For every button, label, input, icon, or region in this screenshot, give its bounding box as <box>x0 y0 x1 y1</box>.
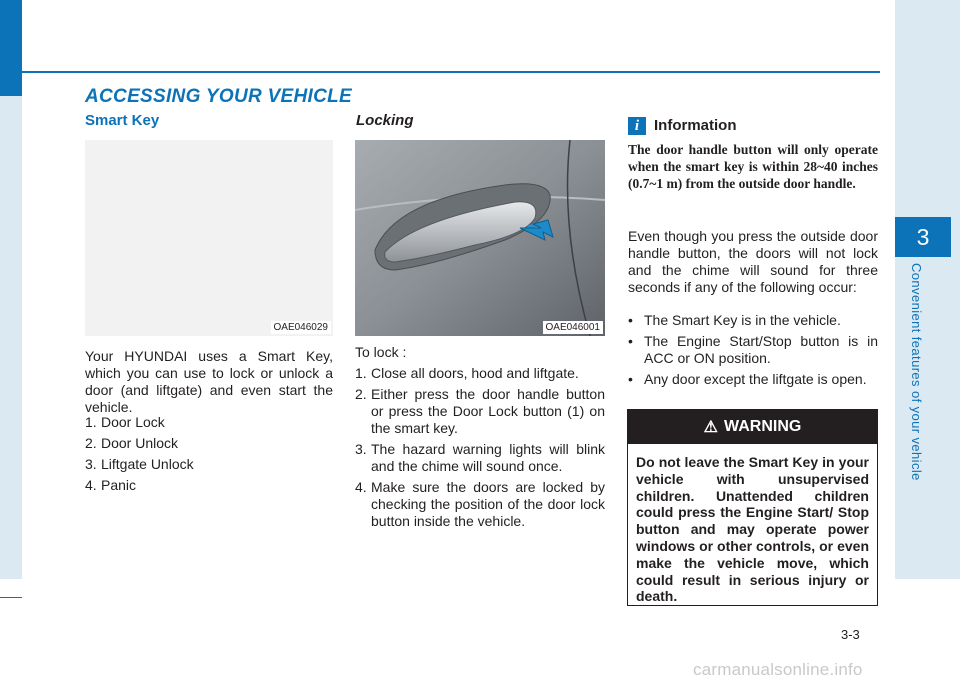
chapter-title: Convenient features of your vehicle <box>909 263 924 481</box>
left-margin-tab <box>0 0 22 96</box>
list-item: 1. Door Lock <box>85 414 165 430</box>
warning-triangle-icon: ⚠ <box>703 419 718 436</box>
warning-box <box>627 409 878 606</box>
page-number: 3-3 <box>841 627 860 642</box>
header-rule <box>22 71 880 73</box>
list-item: 3. The hazard warning lights will blink and the chime will sound once. <box>355 441 605 474</box>
smart-key-button-list <box>85 414 333 498</box>
list-item: 1. Close all doors, hood and liftgate. <box>355 365 579 381</box>
left-margin-line <box>0 597 22 598</box>
list-item: 2. Door Unlock <box>85 435 179 451</box>
information-note: The door handle button will only operate when the smart key is within 28~40 inches (0.7~1 m) from the outside door handle. <box>628 142 878 191</box>
door-handle-figure <box>355 140 605 336</box>
warning-label: WARNING <box>724 418 802 435</box>
list-item: • The Smart Key is in the vehicle. <box>628 312 841 328</box>
list-item: 2. Either press the door handle button or press the Door Lock button (1) on the smart key. <box>355 386 605 436</box>
information-icon: i <box>628 117 646 135</box>
section-title: ACCESSING YOUR VEHICLE <box>85 86 353 107</box>
warning-header <box>628 410 877 444</box>
locking-intro: To lock : <box>355 344 407 360</box>
list-item: • The Engine Start/Stop button is in ACC or ON position. <box>628 333 878 366</box>
smart-key-intro: Your HYUNDAI uses a Smart Key, which you can use to lock or unlock a door (and liftgate) and even start the vehicle. <box>85 348 333 415</box>
list-item: 4. Panic <box>85 477 137 493</box>
warning-text: Do not leave the Smart Key in your vehicle with unsupervised children. Unattended children could press the Engine Start/ Stop button and may operate power windows or other controls, or even make the vehicle move, which could result in serious injury or death. <box>636 454 869 605</box>
information-bullets <box>628 312 878 392</box>
smart-key-heading: Smart Key <box>85 112 160 129</box>
information-heading: Information <box>654 117 737 134</box>
figure-code: OAE046001 <box>543 321 604 334</box>
chapter-number: 3 <box>895 217 951 257</box>
watermark: carmanualsonline.info <box>693 660 863 679</box>
door-handle-illustration <box>355 140 605 336</box>
figure-code: OAE046029 <box>271 321 332 334</box>
smart-key-figure <box>85 140 333 336</box>
list-item: 3. Liftgate Unlock <box>85 456 194 472</box>
locking-steps <box>355 365 605 534</box>
locking-heading: Locking <box>356 112 414 129</box>
list-item: 4. Make sure the doors are locked by checking the position of the door lock button inside the vehicle. <box>355 479 605 529</box>
information-text: Even though you press the outside door handle button, the doors will not lock and the chime will sound for three seconds if any of the following occur: <box>628 228 878 295</box>
list-item: • Any door except the liftgate is open. <box>628 371 867 387</box>
